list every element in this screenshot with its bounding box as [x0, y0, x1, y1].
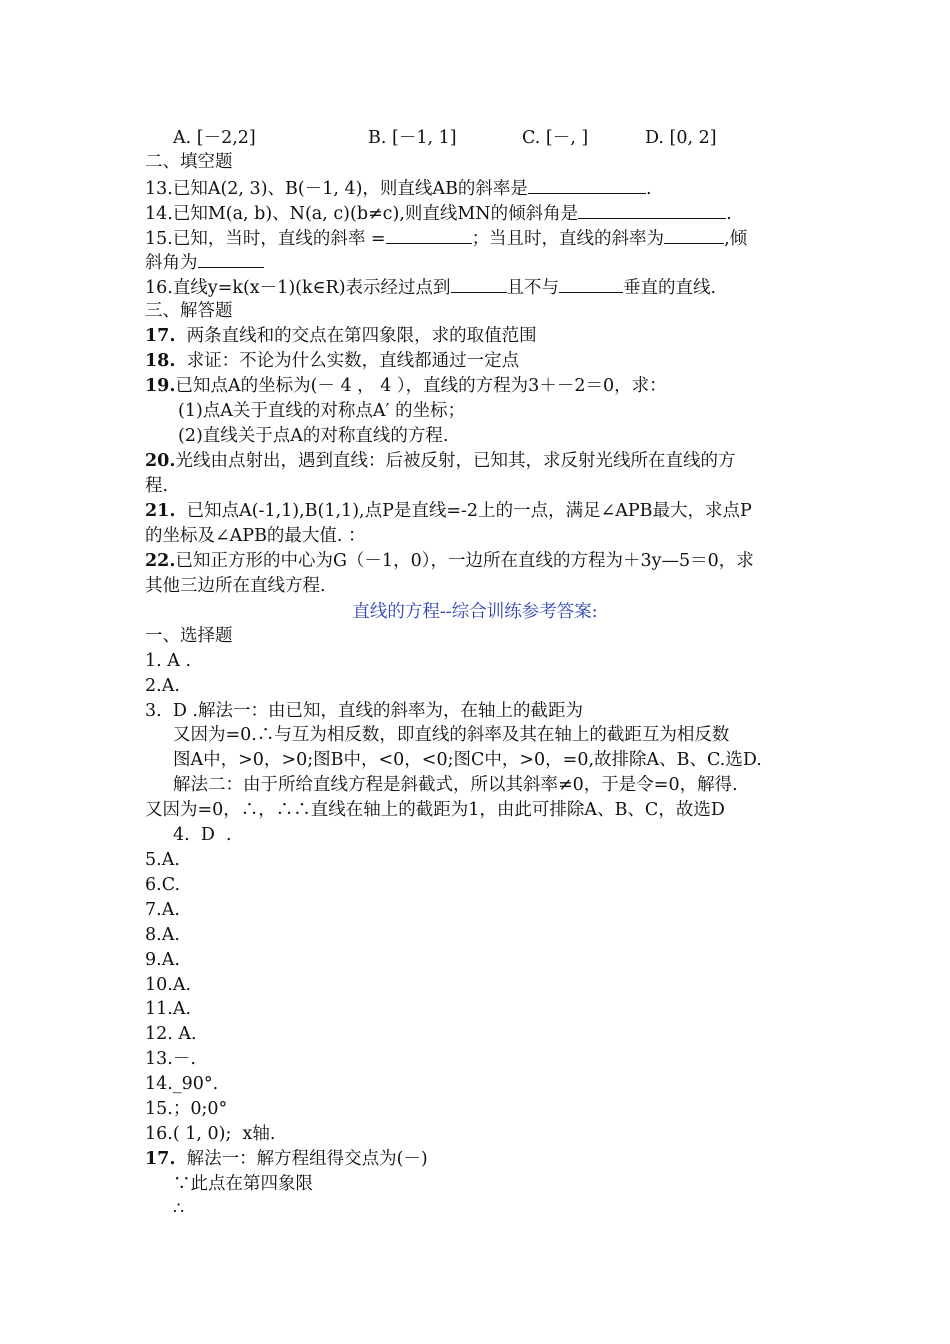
answer-3-line-5: 又因为=0，∴，∴∴直线在轴上的截距为1，由此可排除A、B、C，故选D: [145, 800, 725, 820]
answer-3-line-4: 解法二：由于所给直线方程是斜截式，所以其斜率≠0，于是令=0，解得.: [173, 775, 738, 795]
q19-number: 19.: [145, 376, 176, 396]
question-20-cont: 程.: [145, 476, 169, 496]
answers-title: 直线的方程--综合训练参考答案:: [352, 602, 598, 622]
q17-text: 两条直线和的交点在第四象限，求的取值范围: [175, 326, 537, 346]
answer-7: 7.A.: [145, 900, 180, 920]
answer-8: 8.A.: [145, 925, 180, 945]
q18-text: 求证：不论为什么实数，直线都通过一定点: [175, 351, 520, 371]
q21-number: 21.: [145, 501, 176, 521]
question-18: [145, 349, 519, 373]
answer-9: 9.A.: [145, 950, 180, 970]
answer-11: 11.A.: [145, 999, 192, 1019]
question-20: [145, 449, 735, 473]
question-21: [145, 499, 752, 523]
question-13: [145, 175, 652, 201]
q18-number: 18.: [145, 351, 176, 371]
question-19-part-2: (2)直线关于点A的对称直线的方程.: [178, 426, 449, 446]
answer-2: 2.A.: [145, 676, 180, 696]
q15-blank-1: [386, 225, 472, 244]
q19-text: 已知点A的坐标为(－ 4 ， 4 ），直线的方程为3＋－2＝0，求：: [175, 376, 667, 396]
answer-16: 16.( 1, 0); x轴.: [145, 1124, 276, 1144]
question-19-part-1: (1)点A关于直线的对称点A′ 的坐标；: [178, 401, 466, 421]
question-22-cont: 其他三边所在直线方程.: [145, 576, 326, 596]
question-16: [145, 274, 716, 300]
q13-end: .: [645, 179, 652, 199]
option-c: C. [－, ]: [522, 128, 589, 148]
question-19: [145, 374, 667, 398]
answer-5: 5.A.: [145, 850, 180, 870]
q15-part-b: ；当且时，直线的斜率为: [471, 229, 665, 249]
q21-text: 已知点A(-1,1),B(1,1),点P是直线=-2上的一点，满足∠APB最大，求点P: [175, 501, 752, 521]
question-21-cont: 的坐标及∠APB的最大值. ：: [145, 526, 366, 546]
answer-3-line-3: 图A中，>0，>0;图B中，<0，<0;图C中，>0，=0,故排除A、B、C.选D.: [173, 750, 762, 770]
answer-17-line-2: ∵此点在第四象限: [173, 1174, 313, 1194]
q15-blank-3: [198, 249, 264, 268]
q22-number: 22.: [145, 551, 176, 571]
question-14: [145, 200, 732, 226]
question-15: [145, 225, 747, 251]
answer-3: 3. D .解法一：由已知，直线的斜率为，在轴上的截距为: [145, 701, 583, 721]
answer-12: 12. A.: [145, 1024, 197, 1044]
answer-17-text: 解法一：解方程组得交点为(－): [175, 1149, 428, 1169]
answer-17-number: 17.: [145, 1149, 176, 1169]
q17-number: 17.: [145, 326, 176, 346]
q14-end: .: [726, 204, 732, 224]
answer-1: 1. A .: [145, 651, 192, 671]
question-15-cont: [145, 249, 264, 275]
q16-part-a: 16.直线y=k(x－1)(k∈R)表示经过点到: [145, 278, 451, 298]
answer-3-line-2: 又因为=0.∴与互为相反数，即直线的斜率及其在轴上的截距互为相反数: [173, 725, 730, 745]
answer-14: 14._90°.: [145, 1074, 219, 1094]
answer-10: 10.A.: [145, 975, 192, 995]
q15-blank-2: [664, 225, 724, 244]
question-17: [145, 324, 537, 348]
fill-section-heading: 二、填空题: [145, 152, 233, 172]
answer-17-line-3: ∴: [173, 1199, 185, 1219]
answer-4: 4. D .: [173, 825, 232, 845]
q16-blank-1: [451, 274, 507, 293]
option-a: A. [－2,2]: [173, 128, 256, 148]
q15-part-a: 15.已知，当时，直线的斜率 =: [145, 229, 386, 249]
question-22: [145, 549, 754, 573]
q20-number: 20.: [145, 451, 176, 471]
q14-blank: [578, 200, 726, 219]
option-d: D. [0, 2]: [645, 128, 717, 148]
option-b: B. [－1, 1]: [368, 128, 457, 148]
q22-text: 已知正方形的中心为G（－1，0），一边所在直线的方程为＋3y—5＝0，求: [175, 551, 754, 571]
choice-section-heading: 一、选择题: [145, 626, 233, 646]
answer-6: 6.C.: [145, 875, 181, 895]
q13-blank: [528, 175, 646, 194]
q13-text: 13.已知A(2, 3)、B(－1, 4)，则直线AB的斜率是: [145, 179, 528, 199]
q15-part-c: ,倾: [724, 229, 748, 249]
answer-15: 15.；0;0°: [145, 1099, 228, 1119]
answer-section-heading: 三、解答题: [145, 301, 233, 321]
answer-13: 13.－.: [145, 1049, 196, 1069]
q16-blank-2: [559, 274, 623, 293]
q15-part-d: 斜角为: [145, 253, 198, 273]
q20-text: 光线由点射出，遇到直线：后被反射，已知其，求反射光线所在直线的方: [175, 451, 736, 471]
answer-17: [145, 1147, 428, 1171]
q16-part-c: 垂直的直线.: [623, 278, 717, 298]
q16-part-b: 且不与: [506, 278, 560, 298]
q14-text: 14.已知M(a, b)、N(a, c)(b≠c),则直线MN的倾斜角是: [145, 204, 579, 224]
